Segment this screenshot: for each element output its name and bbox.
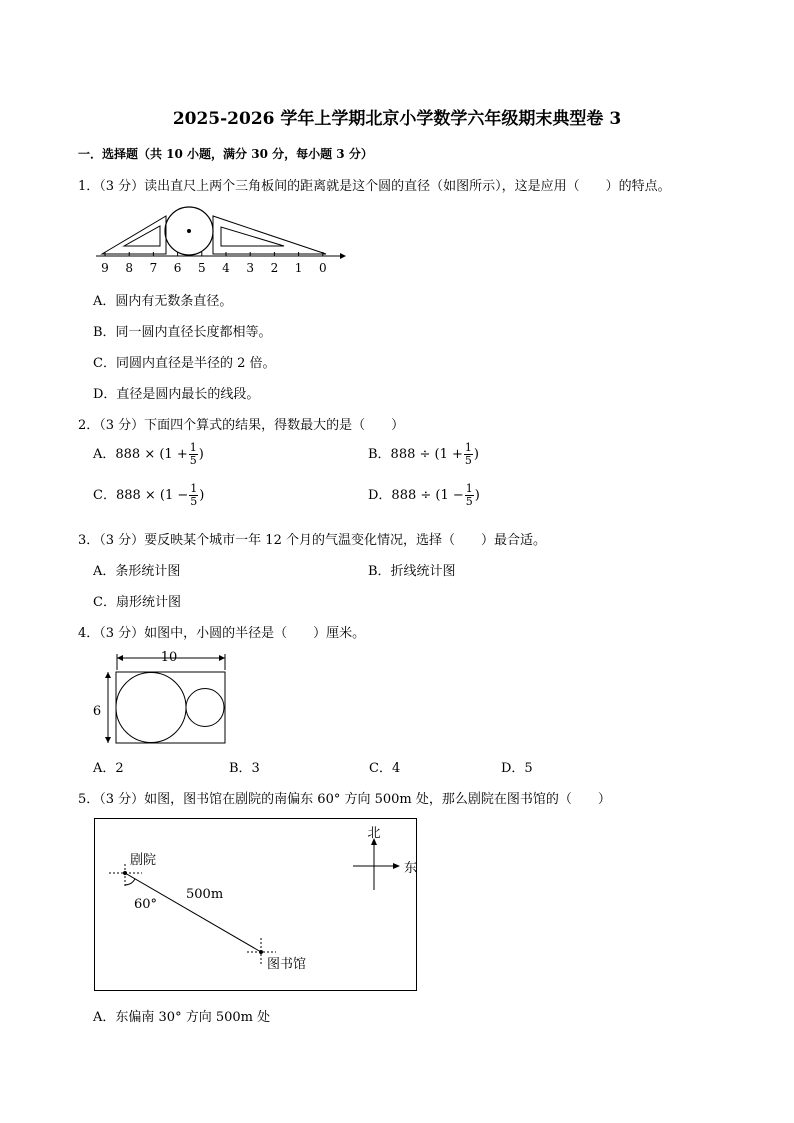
q2-b-expr: B．888 ÷ (1 + xyxy=(368,447,463,462)
q2-option-d[interactable]: D．888 ÷ (1 − $\frac{1}{5}$ ) xyxy=(368,482,480,508)
arrow-down xyxy=(105,737,111,743)
path-line xyxy=(125,873,261,952)
ruler-tick-label: 9 xyxy=(101,261,109,275)
ruler-tick-label: 6 xyxy=(173,261,182,275)
q2-option-c[interactable]: C．888 × (1 − $\frac{1}{5}$ ) xyxy=(93,482,205,508)
ruler-tick-label: 7 xyxy=(149,261,158,275)
fraction: $\frac{1}{5}$ xyxy=(465,482,473,508)
fraction: $\frac{1}{5}$ xyxy=(189,441,197,467)
question-2-stem: 2．（3 分）下面四个算式的结果，得数最大的是（ ） xyxy=(78,418,405,433)
question-5-stem: 5．（3 分）如图，图书馆在剧院的南偏东 60° 方向 500m 处，那么剧院在图书馆的（ ） xyxy=(78,792,611,807)
ruler-tick-label: 4 xyxy=(222,261,230,275)
ruler-tick-label: 8 xyxy=(125,261,134,275)
section-heading: 一．选择题（共 10 小题，满分 30 分，每小题 3 分） xyxy=(78,147,373,161)
arrow-left xyxy=(117,655,123,661)
q2-a-expr: A．888 × (1 + xyxy=(93,447,188,462)
east-arrow xyxy=(393,863,400,869)
q1-option-d[interactable]: D．直径是圆内最长的线段。 xyxy=(93,387,260,402)
ruler-tick-label: 0 xyxy=(318,261,327,275)
question-1-stem: 1．（3 分）读出直尺上两个三角板间的距离就是这个圆的直径（如图所示），这是应用（ ）的特点。 xyxy=(78,179,671,194)
question-3-stem: 3．（3 分）要反映某个城市一年 12 个月的气温变化情况，选择（ ）最合适。 xyxy=(78,533,546,548)
ruler-tick-label: 2 xyxy=(270,261,279,275)
north-label: 北 xyxy=(367,826,381,841)
ruler-tick-label: 3 xyxy=(246,261,255,275)
ruler-circle-figure xyxy=(90,200,360,280)
fraction: $\frac{1}{5}$ xyxy=(464,441,472,467)
arrow-up xyxy=(105,672,111,678)
q3-option-b[interactable]: B．折线统计图 xyxy=(368,564,456,579)
ruler-tick-label: 1 xyxy=(294,261,303,275)
east-label: 东 xyxy=(404,861,418,876)
q2-option-a[interactable]: A．888 × (1 + $\frac{1}{5}$ ) xyxy=(93,441,204,467)
arrow-right xyxy=(219,655,225,661)
q3-option-c[interactable]: C．扇形统计图 xyxy=(93,595,181,610)
rectangle-circles-figure xyxy=(88,648,238,748)
q4-option-d[interactable]: D．5 xyxy=(501,761,533,776)
q2-c-expr: C．888 × (1 − xyxy=(93,488,189,503)
page-title: 2025-2026 学年上学期北京小学数学六年级期末典型卷 3 xyxy=(172,109,622,129)
q2-d-expr: D．888 ÷ (1 − xyxy=(368,488,464,503)
angle-arc xyxy=(125,879,135,885)
fraction: $\frac{1}{5}$ xyxy=(190,482,198,508)
q3-option-a[interactable]: A．条形统计图 xyxy=(93,564,181,579)
rectangle xyxy=(116,672,225,743)
q1-option-a[interactable]: A．圆内有无数条直径。 xyxy=(93,294,233,309)
q4-option-c[interactable]: C．4 xyxy=(369,761,401,776)
height-label: 6 xyxy=(92,704,102,719)
circle-center xyxy=(187,229,191,233)
q2-option-b[interactable]: B．888 ÷ (1 + $\frac{1}{5}$ ) xyxy=(368,441,479,467)
distance-label: 500m xyxy=(186,887,224,902)
q1-option-b[interactable]: B．同一圆内直径长度都相等。 xyxy=(93,325,272,340)
big-circle xyxy=(116,673,186,743)
ruler-tick-label: 5 xyxy=(197,261,206,275)
theater-label: 剧院 xyxy=(130,853,157,868)
direction-map-figure xyxy=(94,818,418,992)
question-4-stem: 4．（3 分）如图中，小圆的半径是（ ）厘米。 xyxy=(78,626,366,641)
q4-option-a[interactable]: A．2 xyxy=(93,761,124,776)
angle-label: 60° xyxy=(134,897,158,912)
left-triangle xyxy=(102,216,166,254)
right-triangle xyxy=(213,216,326,254)
ruler-arrow xyxy=(340,253,346,259)
small-circle xyxy=(186,689,224,727)
library-label: 图书馆 xyxy=(267,957,307,972)
q1-option-c[interactable]: C．同圆内直径是半径的 2 倍。 xyxy=(93,356,276,371)
q4-option-b[interactable]: B．3 xyxy=(229,761,260,776)
left-triangle-inner xyxy=(124,226,160,246)
width-label: 10 xyxy=(160,650,178,665)
library-point xyxy=(259,950,263,954)
q5-option-a[interactable]: A．东偏南 30° 方向 500m 处 xyxy=(93,1010,271,1025)
